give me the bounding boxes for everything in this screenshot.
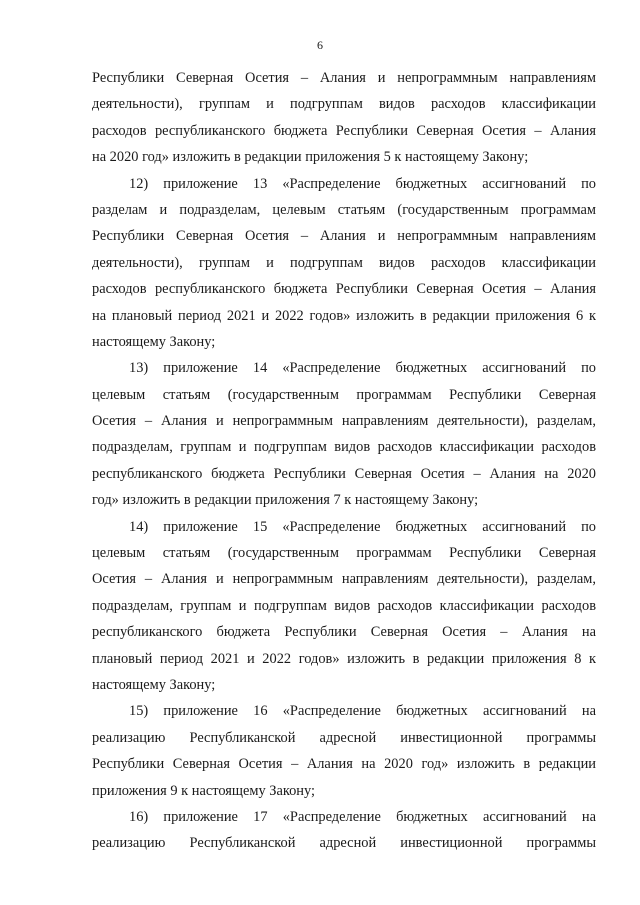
text-line: плановый период 2021 и 2022 годов» изложить в редакции приложения 8 к: [92, 650, 596, 667]
text-line: реализацию Республиканской адресной инвестиционной программы: [92, 729, 596, 746]
item-12-line: 12) приложение 13 «Распределение бюджетных ассигнований по: [129, 175, 596, 192]
text-line: республиканского бюджета Республики Северная Осетия – Алания на: [92, 624, 596, 641]
text-line: реализацию Республиканской адресной инвестиционной программы: [92, 835, 596, 852]
body-text: [92, 65, 596, 857]
text-line: разделам и подразделам, целевым статьям (государственным программам: [92, 201, 596, 218]
text-line: год» изложить в редакции приложения 7 к настоящему Закону;: [92, 492, 479, 509]
text-line: на 2020 год» изложить в редакции приложения 5 к настоящему Закону;: [92, 149, 529, 166]
text-line: на плановый период 2021 и 2022 годов» изложить в редакции приложения 6 к: [92, 307, 596, 324]
item-13-line: 13) приложение 14 «Распределение бюджетных ассигнований по: [129, 360, 596, 377]
text-line: расходов республиканского бюджета Республики Северная Осетия – Алания: [92, 122, 596, 139]
text-line: Республики Северная Осетия – Алания и непрограммным направлениям: [92, 228, 596, 245]
text-line: расходов республиканского бюджета Республики Северная Осетия – Алания: [92, 281, 596, 298]
text-line: подразделам, группам и подгруппам видов расходов классификации расходов: [92, 597, 596, 614]
text-line: настоящему Закону;: [92, 333, 216, 350]
text-line: Осетия – Алания и непрограммным направлениям деятельности), разделам,: [92, 413, 596, 430]
text-line: республиканского бюджета Республики Северная Осетия – Алания на 2020: [92, 465, 596, 482]
text-line: Осетия – Алания и непрограммным направлениям деятельности), разделам,: [92, 571, 596, 588]
text-line: целевым статьям (государственным программам Республики Северная: [92, 545, 596, 562]
text-line: настоящему Закону;: [92, 676, 216, 693]
text-line: целевым статьям (государственным программам Республики Северная: [92, 386, 596, 403]
item-16-line: 16) приложение 17 «Распределение бюджетных ассигнований на: [129, 808, 596, 825]
page-number: 6: [317, 38, 323, 52]
text-line: Республики Северная Осетия – Алания на 2020 год» изложить в редакции: [92, 756, 596, 773]
item-15-line: 15) приложение 16 «Распределение бюджетных ассигнований на: [129, 703, 596, 720]
text-line: приложения 9 к настоящему Закону;: [92, 782, 315, 799]
text-line: подразделам, группам и подгруппам видов расходов классификации расходов: [92, 439, 596, 456]
text-line: деятельности), группам и подгруппам видов расходов классификации: [92, 254, 596, 271]
item-14-line: 14) приложение 15 «Распределение бюджетных ассигнований по: [129, 518, 596, 535]
text-line: Республики Северная Осетия – Алания и непрограммным направлениям: [92, 70, 596, 86]
text-line: деятельности), группам и подгруппам видов расходов классификации: [92, 96, 596, 113]
